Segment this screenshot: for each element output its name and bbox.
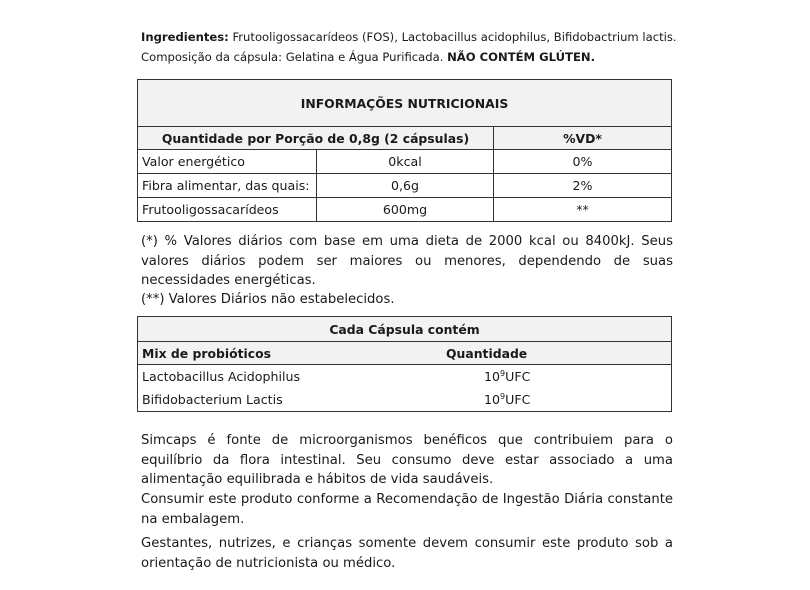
nutrition-table [137, 79, 672, 222]
quantity-header: Quantidade [416, 342, 672, 365]
ingredients-block [141, 27, 681, 67]
footer-paragraph-2: Consumir este produto conforme a Recomendação de Ingestão Diária constante na embalagem. [141, 492, 673, 527]
nutrient-amount: 0kcal [317, 150, 494, 174]
not-established-note: (**) Valores Diários não estabelecidos. [141, 292, 395, 307]
vd-header: %VD* [494, 127, 672, 150]
footer-paragraph-3: Gestantes, nutrizes, e crianças somente devem consumir este produto sob a orientação de nutricionista ou médico. [141, 536, 673, 571]
probiotic-quantity [416, 388, 672, 412]
capsule-row [138, 365, 672, 389]
quantity-exponent: 9 [500, 391, 506, 401]
capsule-composition: Composição da cápsula: Gelatina e Água Purificada. [141, 50, 448, 64]
nutrition-row [138, 198, 672, 222]
quantity-base: 10 [484, 369, 501, 384]
capsule-title: Cada Cápsula contém [138, 317, 672, 342]
nutrition-row [138, 174, 672, 198]
gluten-warning: NÃO CONTÉM GLÚTEN. [447, 50, 595, 64]
daily-values-note: (*) % Valores diários com base em uma dieta de 2000 kcal ou 8400kJ. Seus valores diários podem ser maiores ou menores, dependendo de suas necessidades energéticas. [141, 234, 673, 288]
ingredients-text: Frutooligossacarídeos (FOS), Lactobacillus acidophilus, Bifidobactrium lactis. [228, 30, 677, 44]
nutrient-vd: 0% [494, 150, 672, 174]
quantity-exponent: 9 [500, 368, 506, 378]
capsule-table [137, 316, 672, 412]
nutrition-title: INFORMAÇÕES NUTRICIONAIS [138, 80, 672, 127]
capsule-composition-line [141, 47, 681, 67]
ingredients-line [141, 27, 681, 47]
nutrient-name: Frutooligossacarídeos [138, 198, 317, 222]
nutrient-vd: 2% [494, 174, 672, 198]
mix-header: Mix de probióticos [138, 342, 417, 365]
quantity-unit: UFC [505, 392, 531, 407]
quantity-unit: UFC [505, 369, 531, 384]
footer-paragraph-1: Simcaps é fonte de microorganismos benéficos que contribuiem para o equilíbrio da flora intestinal. Seu consumo deve estar associado a uma alimentação equilibrada e hábitos de vida saudáveis. [141, 433, 673, 487]
nutrient-name: Fibra alimentar, das quais: [138, 174, 317, 198]
ingredients-label: Ingredientes: [141, 30, 229, 44]
probiotic-quantity [416, 365, 672, 389]
nutrient-amount: 0,6g [317, 174, 494, 198]
nutrient-vd: ** [494, 198, 672, 222]
probiotic-name: Bifidobacterium Lactis [138, 388, 417, 412]
quantity-base: 10 [484, 392, 501, 407]
nutrient-amount: 600mg [317, 198, 494, 222]
portion-header: Quantidade por Porção de 0,8g (2 cápsulas) [138, 127, 494, 150]
nutrient-name: Valor energético [138, 150, 317, 174]
nutrition-row [138, 150, 672, 174]
capsule-row [138, 388, 672, 412]
probiotic-name: Lactobacillus Acidophilus [138, 365, 417, 389]
